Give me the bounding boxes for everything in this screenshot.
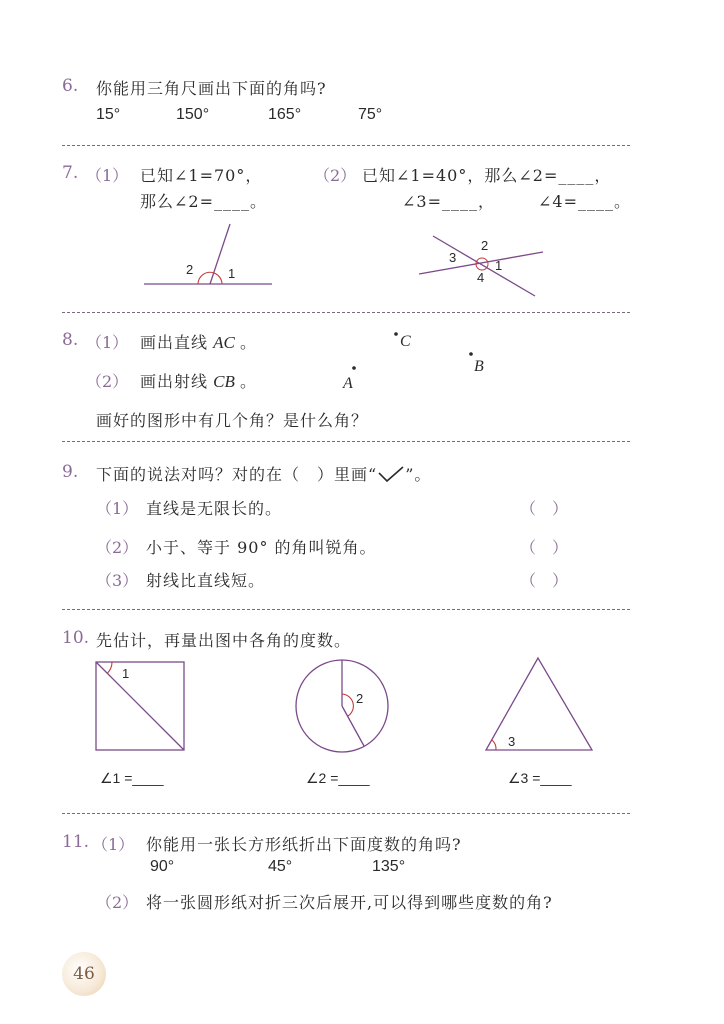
q7-part1-line1: 已知∠1=70°， — [140, 166, 263, 185]
q8-part2-var: CB — [213, 372, 235, 391]
q7-figure-1 — [140, 220, 280, 295]
q6-angle-4: 75° — [358, 106, 383, 123]
q10-number: 10. — [62, 628, 90, 648]
q11-angle-1: 90° — [150, 858, 175, 875]
q7-part2-line2b: ∠4=____。 — [538, 192, 631, 211]
q8-part1-label: （1） — [86, 333, 129, 352]
q7-fig1-label-2: 2 — [186, 262, 194, 277]
page-number-badge — [62, 952, 106, 996]
q11-number: 11. — [62, 832, 90, 852]
q7-fig2-label-1: 1 — [495, 258, 503, 273]
q10-answer-3[interactable]: ∠3 =____ — [508, 770, 572, 786]
q9-item2-label: （2） — [96, 538, 139, 557]
q7-part1-line2: 那么∠2=____。 — [140, 192, 267, 211]
q6-text: 你能用三角尺画出下面的角吗? — [96, 79, 327, 98]
q9-item2-text: 小于、等于 90° 的角叫锐角。 — [146, 538, 377, 557]
q7-fig1-label-1: 1 — [228, 266, 236, 281]
q9-item1-label: （1） — [96, 499, 139, 518]
q11-part2-text: 将一张圆形纸对折三次后展开,可以得到哪些度数的角? — [146, 893, 553, 912]
q8-point-a: A — [343, 375, 353, 392]
q10-circle-figure — [294, 658, 394, 758]
q8-part2-label: （2） — [86, 372, 129, 391]
q8-question: 画好的图形中有几个角？是什么角？ — [96, 411, 369, 430]
q11-part2-label: （2） — [96, 893, 139, 912]
q7-part2-label: （2） — [314, 166, 357, 185]
q8-part1-var: AC — [213, 333, 235, 352]
q7-part2-line1: 已知∠1=40°，那么∠2=____， — [362, 166, 612, 185]
divider-4 — [62, 609, 630, 610]
q10-triangle-figure — [482, 654, 598, 754]
q9-intro — [96, 462, 431, 485]
q10-answer-1[interactable]: ∠1 =____ — [100, 770, 164, 786]
q7-fig2-label-4: 4 — [477, 270, 485, 285]
divider-5 — [62, 813, 630, 814]
q10-fig3-label: 3 — [508, 734, 516, 749]
q11-angle-2: 45° — [268, 858, 293, 875]
q7-figure-2 — [415, 228, 555, 303]
q9-item2-answer[interactable]: （ ） — [520, 538, 569, 557]
q8-part2-end: 。 — [239, 372, 257, 391]
q8-part1-end: 。 — [239, 333, 257, 352]
q8-points-figure — [340, 326, 500, 396]
q9-item3-answer[interactable]: （ ） — [520, 571, 569, 590]
page-number: 46 — [73, 964, 95, 984]
q10-answer-2[interactable]: ∠2 =____ — [306, 770, 370, 786]
q11-part1-text: 你能用一张长方形纸折出下面度数的角吗? — [146, 835, 462, 854]
q6-angle-1: 15° — [96, 106, 121, 123]
q11-part1-label: （1） — [92, 835, 135, 854]
q10-fig2-label: 2 — [356, 691, 364, 706]
q6-number: 6. — [62, 76, 79, 96]
q8-point-c: C — [400, 333, 411, 350]
divider-1 — [62, 145, 630, 146]
q7-fig2-label-3: 3 — [449, 250, 457, 265]
q9-intro-a: 下面的说法对吗？对的在（ ）里画“ — [96, 465, 378, 484]
q8-number: 8. — [62, 330, 79, 350]
q7-part2-line2a: ∠3=____， — [402, 192, 495, 211]
q9-item1-answer[interactable]: （ ） — [520, 499, 569, 518]
q10-text: 先估计，再量出图中各角的度数。 — [96, 631, 352, 650]
q8-point-b: B — [474, 358, 484, 375]
q9-number: 9. — [62, 462, 79, 482]
divider-2 — [62, 312, 630, 313]
q9-item3-label: （3） — [96, 571, 139, 590]
q7-fig2-label-2: 2 — [481, 238, 489, 253]
q6-angle-2: 150° — [176, 106, 210, 123]
q9-item1-text: 直线是无限长的。 — [146, 499, 283, 518]
divider-3 — [62, 441, 630, 442]
q9-item3-text: 射线比直线短。 — [146, 571, 266, 590]
q8-part2-text: 画出射线 — [140, 372, 209, 391]
q10-square-figure — [94, 660, 188, 754]
q10-fig1-label: 1 — [122, 666, 130, 681]
q8-part1-text: 画出直线 — [140, 333, 209, 352]
q6-angle-3: 165° — [268, 106, 302, 123]
q7-part1-label: （1） — [86, 166, 129, 185]
q8-part1-line — [140, 330, 257, 353]
checkmark-icon — [377, 465, 405, 483]
q8-part2-line — [140, 369, 257, 392]
q11-angle-3: 135° — [372, 858, 406, 875]
q7-number: 7. — [62, 163, 79, 183]
q9-intro-b: ”。 — [405, 465, 432, 484]
